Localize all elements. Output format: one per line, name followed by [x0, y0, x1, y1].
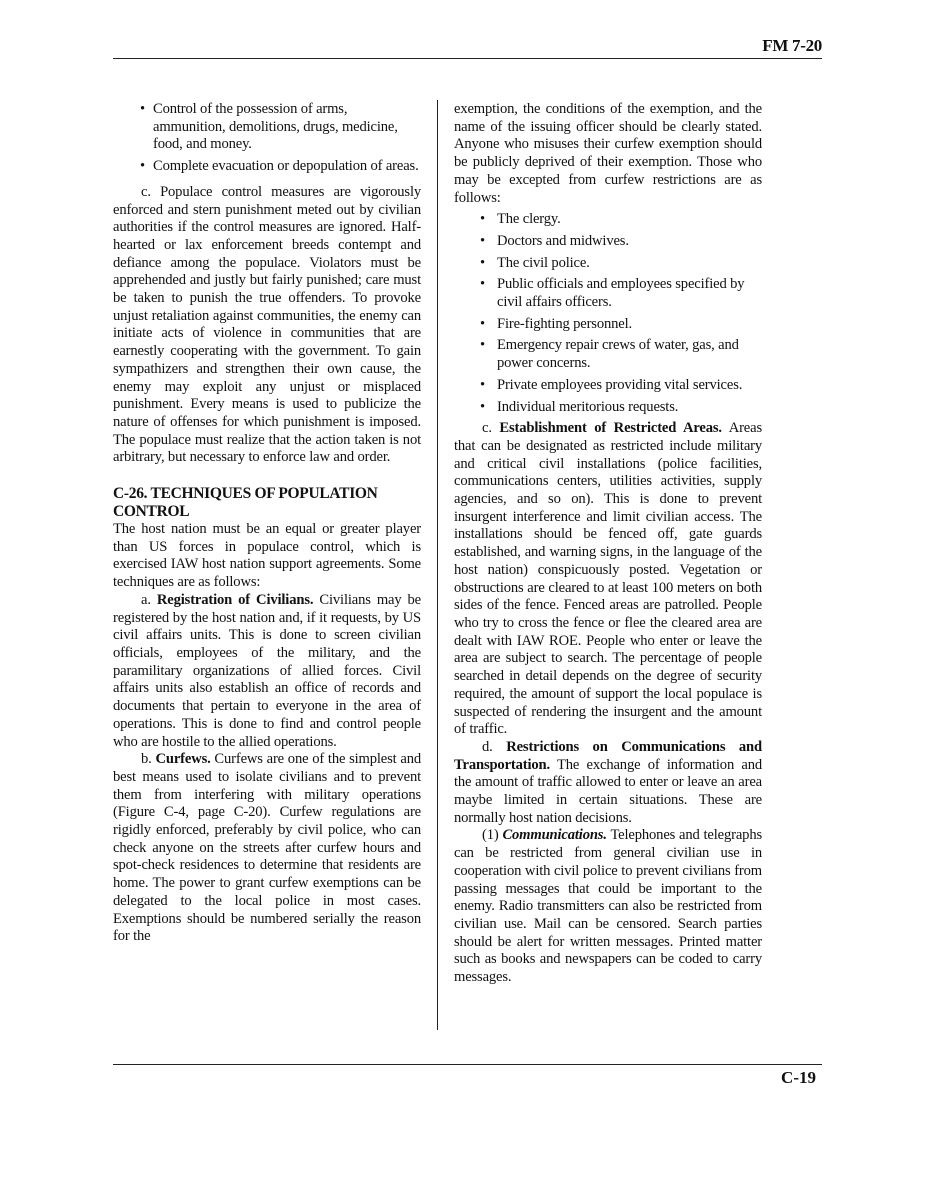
footer-page-number: C-19 — [781, 1068, 816, 1087]
bullet-icon: • — [480, 276, 485, 293]
bullet-icon: • — [480, 315, 485, 332]
paragraph-b-curfews — [113, 751, 421, 946]
paragraph-body: Curfews are one of the simplest and best means used to isolate civilians and to prevent them from interfering with military operations (Figure C-4, page C-20). Curfew regulations are rigidly enforced, preferably by civil police, who can check anyone on the streets after curfew hours and spot-check residences to determine that residents are home. The power to grant curfew exemptions can be delegated to the local police in most cases. Exemptions should be numbered serially the reason for the — [113, 751, 421, 945]
bullet-text: Doctors and midwives. — [497, 232, 629, 249]
bullet-icon: • — [480, 211, 485, 228]
bullet-icon: • — [480, 232, 485, 249]
column-divider — [437, 100, 438, 1030]
bullet-icon: • — [480, 376, 485, 393]
paragraph-title: Restrictions on Communications and Transportation. — [454, 738, 762, 773]
bullet-icon: • — [140, 158, 145, 175]
paragraph-c-restricted-areas — [454, 420, 762, 739]
bullet-text: The clergy. — [497, 211, 561, 228]
paragraph-title: Curfews. — [155, 751, 211, 768]
section-intro: The host nation must be an equal or greater player than US forces in populace control, which is exercised IAW host nation support agreements. Some techniques are as follows: — [113, 521, 421, 591]
paragraph-prefix: a. — [141, 591, 157, 608]
list-item — [454, 255, 762, 273]
paragraph-prefix: d. — [482, 738, 507, 755]
list-item — [454, 377, 762, 395]
paragraph-prefix: c. — [482, 420, 500, 437]
bullet-icon: • — [140, 101, 145, 117]
paragraph-d-restrictions — [454, 739, 762, 828]
header-rule — [113, 58, 822, 59]
paragraph-title: Establishment of Restricted Areas. — [499, 420, 722, 437]
paragraph-a-registration — [113, 592, 421, 751]
paragraph-title: Registration of Civilians. — [156, 591, 314, 608]
bullet-text: Complete evacuation or depopulation of areas. — [153, 158, 419, 175]
paragraph-prefix: b. — [141, 751, 156, 768]
list-item — [454, 276, 762, 311]
bullet-text: Fire-fighting personnel. — [497, 315, 633, 332]
paragraph-c-populace-control: c. Populace control measures are vigorously enforced and stern punishment meted out by civilian authorities if the control measures are ignored. Half-hearted or lax enforcement breeds contempt and defiance among the populace. Violators must be apprehended and justly but fairly punished; care must be taken to punish the true offenders. To provoke unjust retaliation against communities, the enemy can initiate acts of violence in communities that are earnestly cooperating with the government. To gain sympathizers and strengthen their own cause, the enemy may exploit any unjust or misplaced punishment. Every means is used to publicize the nature of offenses for which punishment is imposed. The populace must realize that the action taken is not arbitrary, but necessary to enforce law and order. — [113, 183, 421, 466]
paragraph-body: Telephones and telegraphs can be restricted from general civilian use in cooperation with civil police to prevent civilians from passing messages that could be important to the enemy. Radio transmitters can also be restricted from civilian use. Mail can be censored. Search parties should be alert for written messages. Printed matter such as books and newspapers can be coded to carry messages. — [454, 827, 762, 986]
list-item — [454, 316, 762, 334]
list-item — [454, 399, 762, 417]
bullet-icon: • — [480, 254, 485, 271]
right-column — [454, 101, 762, 987]
paragraph-prefix: (1) — [482, 827, 503, 844]
list-item — [113, 158, 421, 176]
paragraph-body: Areas that can be designated as restricted include military and critical civil installations (police facilities, communications centers, utilities activities, supply agencies, and so on). This is done to prevent insurgent interference and limit civilian access. The installations should be fenced off, gate guards established, and warning signs, in the language of the host nation) conspicuously posted. Vegetation or obstructions are cleared to at least 100 meters on both sides of the fence. Fenced areas are patrolled. People who try to cross the fence or flee the cleared area are dealt with IAW ROE. People who enter or leave the area are subject to search. The percentage of people searched in detail depends on the degree of security required, the amount of support the local populace is suspected of rendering the insurgent and the amount of traffic. — [454, 420, 762, 738]
list-item — [454, 337, 762, 372]
paragraph-body: The exchange of information and the amount of traffic allowed to enter or leave an area maybe limited in certain situations. These are normally host nation decisions. — [454, 756, 762, 826]
paragraph-d1-communications — [454, 827, 762, 986]
list-item — [113, 101, 421, 154]
bullet-icon: • — [480, 398, 485, 415]
header-manual-id: FM 7-20 — [762, 36, 822, 55]
footer-rule — [113, 1064, 822, 1065]
continuation-paragraph: exemption, the conditions of the exemption, and the name of the issuing officer should be clearly stated. Anyone who misuses their curfew exemption should be publicly deprived of their exemption. Those who may be excepted from curfew restrictions are as follows: — [454, 101, 762, 206]
bullet-text: Individual meritorious requests. — [497, 398, 679, 415]
section-heading: C-26. TECHNIQUES OF POPULATION CONTROL — [113, 485, 378, 521]
bullet-text: Public officials and employees specified by civil affairs officers. — [497, 276, 745, 311]
left-column — [113, 101, 421, 946]
bullet-icon: • — [480, 337, 485, 354]
list-item — [454, 211, 762, 229]
paragraph-title: Communications. — [502, 827, 607, 844]
paragraph-body: Civilians may be registered by the host nation and, if it requests, by US civil affairs units. This is done to screen civilian officials, employees of the military, and the paramilitary organizations of allied forces. Civil affairs units also establish an office of records and documents that pertain to everyone in the area of operations. This is done to find and control people who are hostile to the allied operations. — [113, 591, 422, 750]
bullet-text: Emergency repair crews of water, gas, and power concerns. — [497, 337, 739, 372]
list-item — [454, 233, 762, 251]
bullet-text: Private employees providing vital services. — [497, 376, 743, 393]
bullet-text: Control of the possession of arms, ammunition, demolitions, drugs, medicine, food, and money. — [153, 101, 398, 153]
bullet-text: The civil police. — [497, 254, 590, 271]
